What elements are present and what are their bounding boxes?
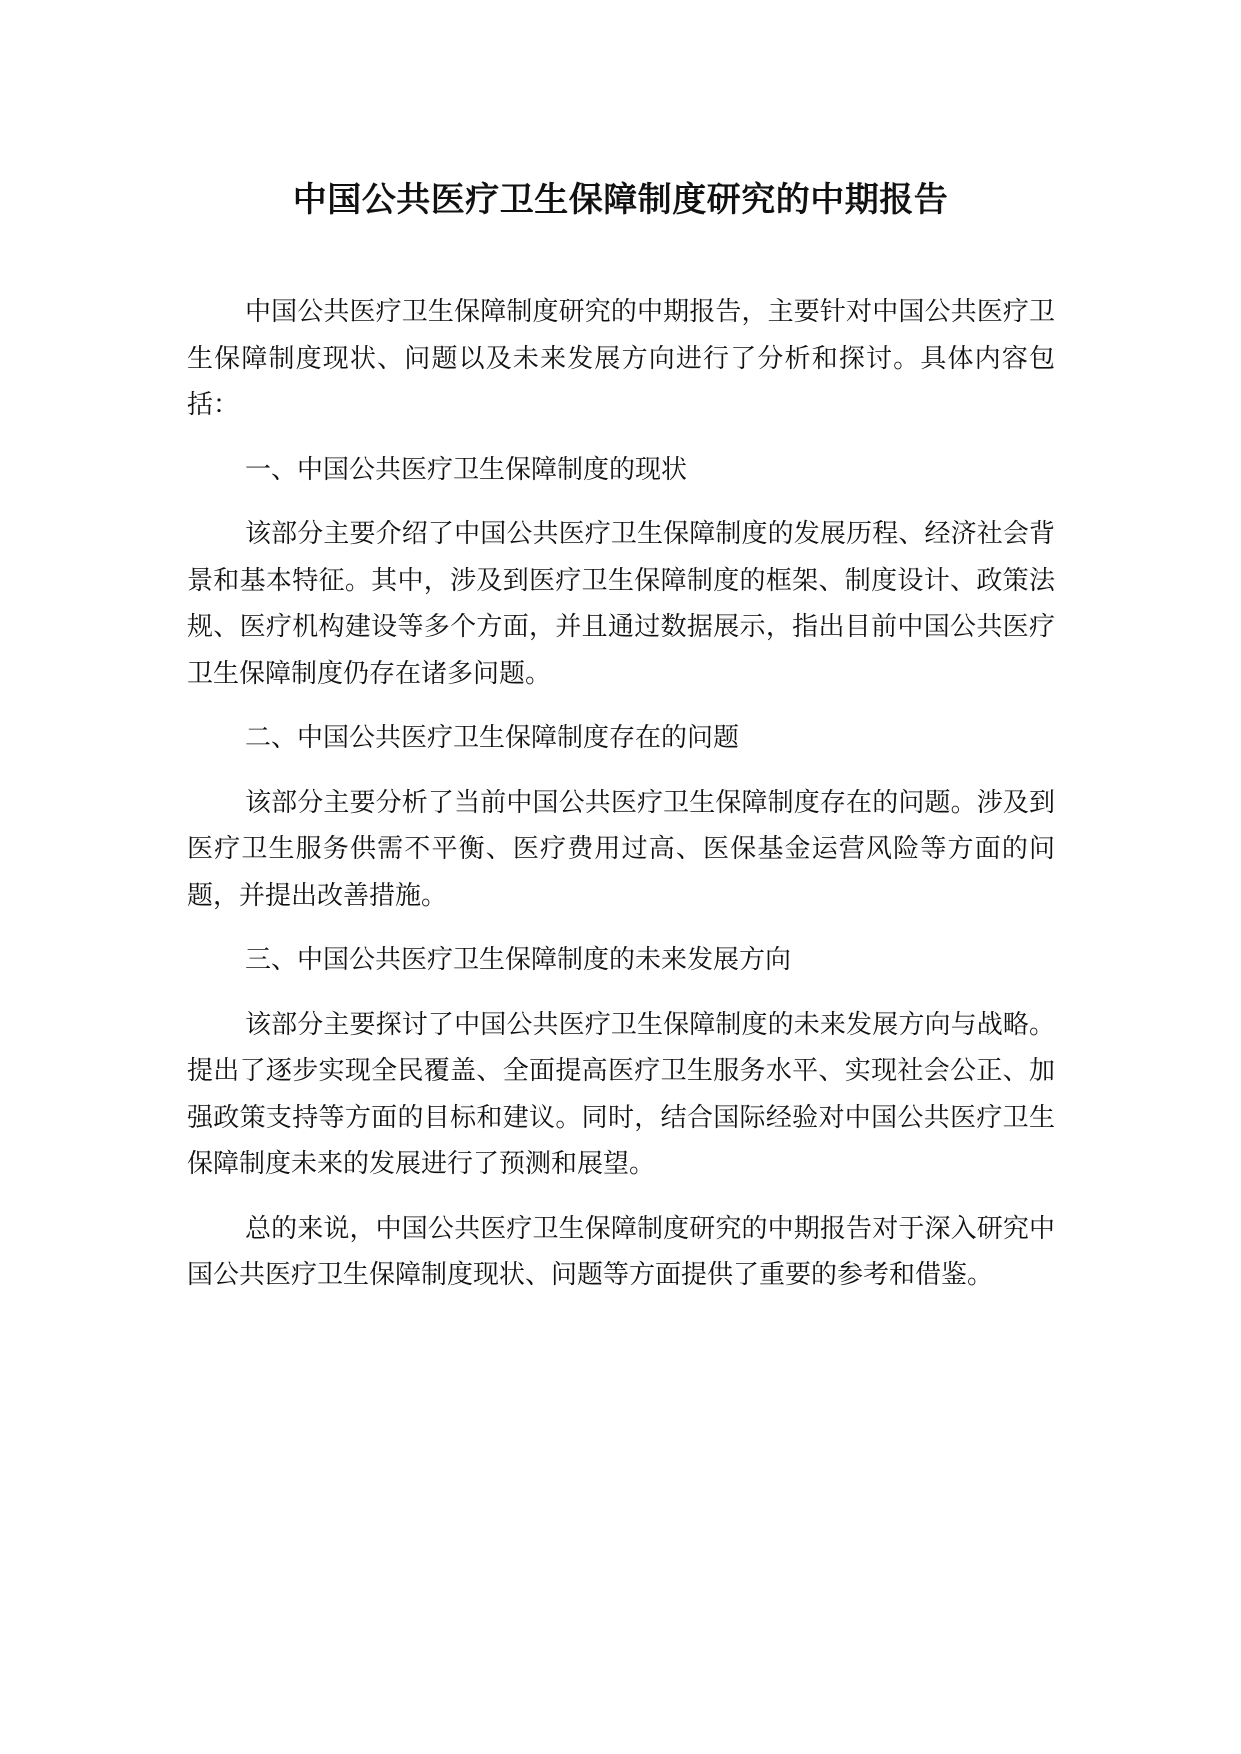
section-heading-2: 二、中国公共医疗卫生保障制度存在的问题 xyxy=(245,723,740,753)
section-heading-3: 三、中国公共医疗卫生保障制度的未来发展方向 xyxy=(245,945,792,975)
section-body-3: 该部分主要探讨了中国公共医疗卫生保障制度的未来发展方向与战略。提出了逐步实现全民覆盖、全面提高医疗卫生服务水平、实现社会公正、加强政策支持等方面的目标和建议。同时，结合国际经验对中国公共医疗卫生保障制度未来的发展进行了预测和展望。 xyxy=(187,1009,1055,1179)
intro-paragraph: 中国公共医疗卫生保障制度研究的中期报告，主要针对中国公共医疗卫生保障制度现状、问题以及未来发展方向进行了分析和探讨。具体内容包括： xyxy=(187,297,1055,420)
document-body xyxy=(187,289,1055,1317)
section-body-1: 该部分主要介绍了中国公共医疗卫生保障制度的发展历程、经济社会背景和基本特征。其中，涉及到医疗卫生保障制度的框架、制度设计、政策法规、医疗机构建设等多个方面，并且通过数据展示，指出目前中国公共医疗卫生保障制度仍存在诸多问题。 xyxy=(187,519,1055,689)
section-body-2: 该部分主要分析了当前中国公共医疗卫生保障制度存在的问题。涉及到医疗卫生服务供需不平衡、医疗费用过高、医保基金运营风险等方面的问题，并提出改善措施。 xyxy=(187,787,1055,911)
document-title: 中国公共医疗卫生保障制度研究的中期报告 xyxy=(292,180,949,220)
section-heading-1: 一、中国公共医疗卫生保障制度的现状 xyxy=(245,454,688,485)
conclusion-paragraph: 总的来说，中国公共医疗卫生保障制度研究的中期报告对于深入研究中国公共医疗卫生保障制度现状、问题等方面提供了重要的参考和借鉴。 xyxy=(187,1213,1055,1290)
